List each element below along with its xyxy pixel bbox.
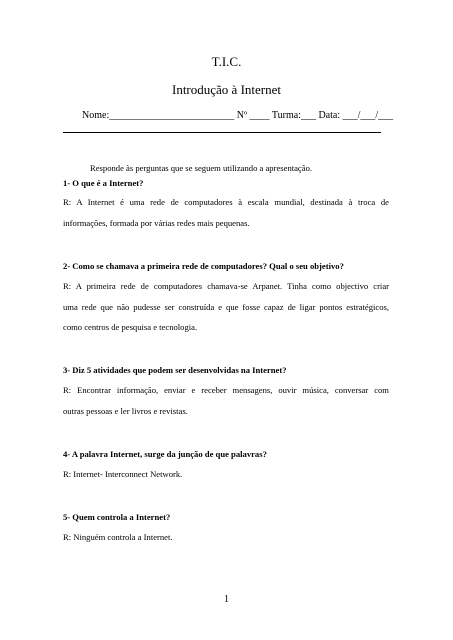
question-3: 3- Diz 5 atividades que podem ser desenvolvidas na Internet? bbox=[63, 365, 287, 375]
answer-5-line-1: R: Ninguém controla a Internet. bbox=[63, 532, 173, 542]
answer-4-line-1: R: Internet- Interconnect Network. bbox=[63, 469, 183, 479]
answer-5 bbox=[63, 527, 389, 548]
question-5: 5- Quem controla a Internet? bbox=[63, 512, 171, 522]
answer-3-line-1: R: Encontrar informação, enviar e receber mensagens, ouvir música, conversar com bbox=[63, 385, 389, 395]
document-title: T.I.C. bbox=[211, 54, 242, 69]
header-fields: Nome:_________________________ Nº ____ Turma:___ Data: ___/___/___ bbox=[82, 110, 394, 121]
answer-3 bbox=[63, 380, 389, 421]
instructions-text: Responde às perguntas que se seguem utilizando a apresentação. bbox=[90, 163, 313, 173]
header-divider bbox=[63, 132, 381, 133]
answer-1-line-2: informações, formada por várias redes mais pequenas. bbox=[63, 217, 250, 228]
question-1: 1- O que é a Internet? bbox=[63, 178, 144, 188]
answer-2 bbox=[63, 276, 389, 338]
answer-4 bbox=[63, 464, 389, 485]
answer-2-line-3: como centros de pesquisa e tecnologia. bbox=[63, 322, 198, 332]
answer-2-line-1: R: A primeira rede de computadores chamava-se Arpanet. Tinha como objectivo criar bbox=[63, 281, 389, 291]
answer-2-line-2: uma rede que não pudesse ser construída e que fosse capaz de ligar pontos estratégicos, bbox=[63, 301, 389, 312]
page-number: 1 bbox=[224, 594, 229, 605]
question-4: 4- A palavra Internet, surge da junção de que palavras? bbox=[63, 449, 267, 459]
document-subtitle: Introdução à Internet bbox=[171, 82, 281, 97]
answer-1 bbox=[63, 192, 389, 233]
question-2: 2- Como se chamava a primeira rede de computadores? Qual o seu objetivo? bbox=[63, 261, 344, 271]
answer-3-line-2: outras pessoas e ler livros e revistas. bbox=[63, 405, 188, 416]
answer-1-line-1: R: A Internet é uma rede de computadores à escala mundial, destinada à troca de bbox=[63, 197, 389, 207]
